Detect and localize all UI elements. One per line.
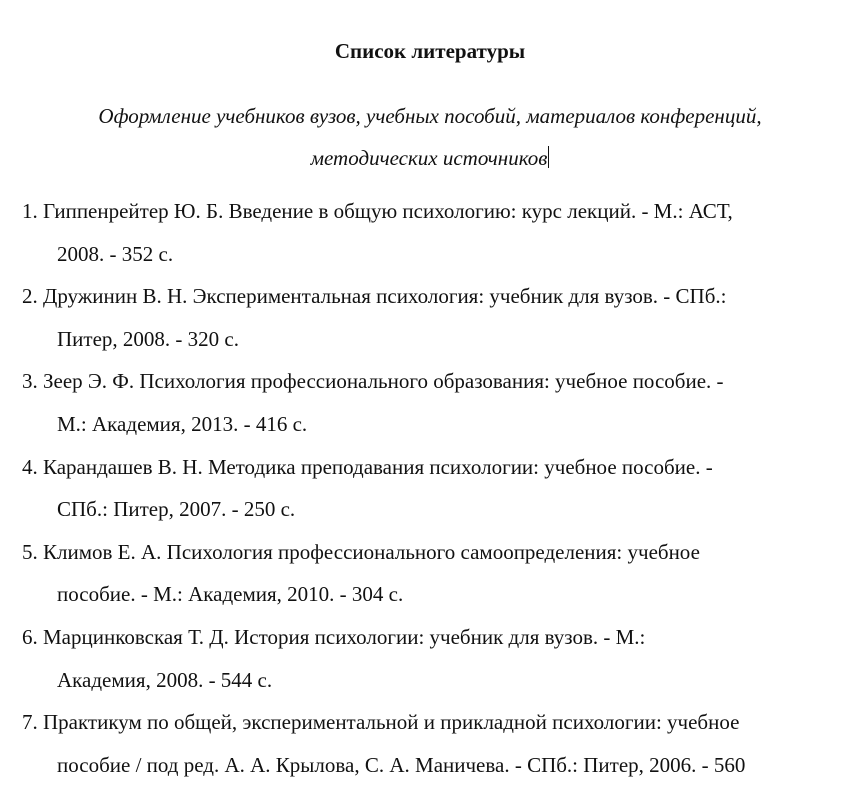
reference-number: 1. (22, 199, 38, 223)
reference-number: 4. (22, 454, 38, 479)
reference-item (22, 446, 842, 531)
reference-number: 6. (22, 624, 38, 649)
reference-text-line-2: М.: Академия, 2013. - 416 с. (57, 411, 308, 436)
reference-item (22, 616, 842, 701)
document-subtitle[interactable] (30, 95, 830, 179)
reference-text-line-1: Практикум по общей, экспериментальной и прикладной психологии: учебное (43, 710, 740, 735)
document-title: Список литературы (334, 39, 526, 63)
subtitle-line-2: методических источников (310, 146, 548, 170)
subtitle-line-1: Оформление учебников вузов, учебных пособий, материалов конференций, (98, 104, 762, 128)
reference-item (22, 275, 842, 360)
text-cursor (548, 146, 549, 168)
reference-text-line-2: пособие / под ред. А. А. Крылова, С. А. Маничева. - СПб.: Питер, 2006. - 560 (57, 752, 746, 777)
reference-text-line-2: 2008. - 352 с. (57, 241, 174, 266)
reference-text-line-1: Карандашев В. Н. Методика преподавания психологии: учебное пособие. - (43, 454, 713, 479)
reference-number: 2. (22, 284, 38, 309)
reference-item (22, 701, 842, 786)
reference-number: 7. (22, 710, 38, 735)
reference-text-line-1: Гиппенрейтер Ю. Б. Введение в общую психологию: курс лекций. - М.: АСТ, (43, 199, 733, 223)
reference-text-line-2: СПб.: Питер, 2007. - 250 с. (57, 497, 296, 522)
reference-text-line-2: Питер, 2008. - 320 с. (57, 326, 239, 351)
reference-list (22, 190, 842, 786)
reference-text-line-2: Академия, 2008. - 544 с. (57, 667, 273, 692)
reference-item (22, 190, 842, 275)
reference-item (22, 360, 842, 445)
reference-text-line-2: пособие. - М.: Академия, 2010. - 304 с. (57, 582, 404, 607)
reference-text-line-1: Зеер Э. Ф. Психология профессионального образования: учебное пособие. - (43, 369, 724, 394)
reference-text-line-1: Климов Е. А. Психология профессионального самоопределения: учебное (43, 539, 700, 564)
reference-number: 5. (22, 539, 38, 564)
reference-text-line-1: Марцинковская Т. Д. История психологии: учебник для вузов. - М.: (43, 624, 646, 649)
reference-text-line-1: Дружинин В. Н. Экспериментальная психология: учебник для вузов. - СПб.: (43, 284, 727, 309)
reference-item (22, 531, 842, 616)
reference-number: 3. (22, 369, 38, 394)
